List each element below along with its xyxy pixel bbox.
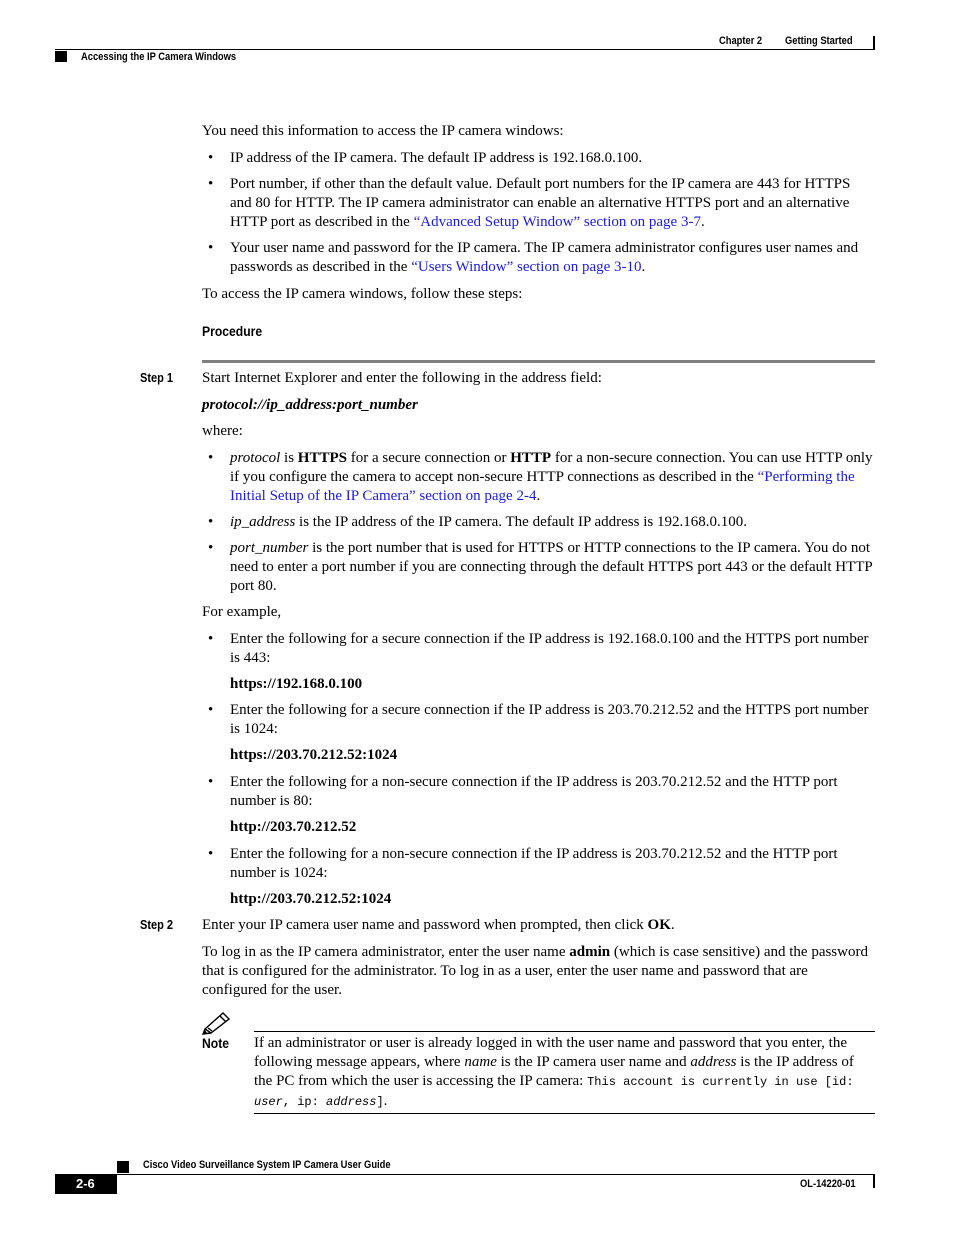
text: . [536, 488, 541, 504]
bullet-icon: • [208, 150, 214, 166]
bullet-icon: • [208, 450, 214, 466]
example-4-text: Enter the following for a non-secure connection if the IP address is 203.70.212.52 and the HTTP port number is 1024: [230, 846, 838, 881]
text: (which is case sensitive) and the password that is configured for the administrator. To log in as a user, enter the user name and password that are configured for the user. [202, 944, 868, 998]
code-text: This account is currently in use [id: [587, 1075, 854, 1089]
procedure-heading: Procedure [202, 324, 263, 339]
text: for a non-secure connection. You can use HTTP only if you configure the camera to accept non-secure HTTP connections as described in the [230, 450, 873, 485]
code-address: address [326, 1095, 377, 1109]
intro-bullet-1: IP address of the IP camera. The default IP address is 192.168.0.100. [230, 150, 643, 166]
bullet-text: Your user name and password for the IP camera. The IP camera administrator configures user names and passwords as described in the [230, 240, 859, 275]
intro-follow: To access the IP camera windows, follow these steps: [202, 286, 523, 302]
list-item [202, 239, 874, 277]
code-user: user [254, 1095, 283, 1109]
link-users-window[interactable]: “Users Window” section on page 3-10 [411, 259, 642, 275]
text: . [670, 917, 675, 933]
list-item [202, 539, 874, 596]
note-bottom-rule [254, 1113, 875, 1114]
example-2-url: https://203.70.212.52:1024 [230, 747, 398, 763]
footer-guide-title: Cisco Video Surveillance System IP Camera User Guide [143, 1159, 391, 1171]
term-port-number: port_number [230, 540, 309, 556]
term-ip-address: ip_address [230, 514, 296, 530]
step-1-syntax: protocol://ip_address:port_number [202, 397, 418, 413]
footer-vertical-bar [873, 1174, 875, 1188]
example-3-url: http://203.70.212.52 [230, 819, 357, 835]
bullet-icon: • [208, 774, 214, 790]
text: for a secure connection or [346, 450, 511, 466]
bullet-end: . [700, 214, 705, 230]
text: is the IP address of the IP camera. The default IP address is 192.168.0.100. [295, 514, 747, 530]
bullet-icon: • [208, 240, 214, 256]
footer-marker [117, 1161, 129, 1173]
bullet-icon: • [208, 514, 214, 530]
list-item [202, 175, 874, 232]
bullet-icon: • [208, 846, 214, 862]
footer-doc-number: OL-14220-01 [800, 1178, 856, 1190]
text: is [280, 450, 298, 466]
procedure-rule [202, 360, 875, 363]
term-https: HTTPS [297, 450, 347, 466]
list-item [202, 149, 874, 168]
term-ok: OK [647, 917, 671, 933]
text: To log in as the IP camera administrator, enter the user name [202, 944, 570, 960]
bullet-icon: • [208, 176, 214, 192]
step-1-bullet-protocol [230, 449, 874, 506]
term-address: address [690, 1054, 737, 1070]
term-http: HTTP [510, 450, 552, 466]
text: is the IP camera user name and [496, 1054, 691, 1070]
link-initial-setup[interactable]: “Performing the Initial Setup of the IP Camera” section on page 2-4 [230, 469, 855, 504]
header-vertical-bar [873, 36, 875, 50]
text: Enter your IP camera user name and password when prompted, then click [202, 917, 648, 933]
step-1-bullet-ip-address [230, 513, 874, 532]
step-1-where: where: [202, 423, 243, 439]
term-admin: admin [569, 944, 611, 960]
note-label: Note [202, 1036, 229, 1051]
bullet-icon: • [208, 540, 214, 556]
code-text: ] [376, 1095, 384, 1109]
bullet-text: Port number, if other than the default value. Default port numbers for the IP camera are 443 for HTTPS and 80 for HTTP. The IP camera administrator can enable an alternative HTTPS port and an alternative HTTP port as described in the [230, 176, 851, 230]
header-section-marker [55, 51, 67, 62]
bullet-end: . [641, 259, 646, 275]
note-top-rule [254, 1031, 875, 1032]
header-top-rule [55, 49, 875, 50]
header-section: Accessing the IP Camera Windows [81, 51, 237, 63]
intro-lead: You need this information to access the IP camera windows: [202, 123, 564, 139]
text: is the IP address of the PC from which the user is accessing the IP camera: [254, 1054, 854, 1089]
text: If an administrator or user is already logged in with the user name and password that you enter, the following message appears, where [254, 1035, 847, 1070]
term-name: name [464, 1054, 497, 1070]
footer-rule [117, 1174, 875, 1175]
step-2-text [202, 916, 874, 935]
header-chapter: Chapter 2 [719, 35, 763, 47]
bullet-icon: • [208, 702, 214, 718]
list-item [202, 449, 874, 506]
example-1-text: Enter the following for a secure connection if the IP address is 192.168.0.100 and the HTTPS port number is 443: [230, 631, 869, 666]
text: is the port number that is used for HTTPS or HTTP connections to the IP camera. You do not need to enter a port number if you are connecting through the default HTTPS port 443 or the default HTTP port 80. [230, 540, 873, 594]
example-2-text: Enter the following for a secure connection if the IP address is 203.70.212.52 and the HTTPS port number is 1024: [230, 702, 869, 737]
header-chapter-title: Getting Started [785, 35, 853, 47]
step-2-label: Step 2 [140, 918, 174, 932]
step-1-text: Start Internet Explorer and enter the following in the address field: [202, 370, 602, 386]
step-1-label: Step 1 [140, 371, 174, 385]
example-3-text: Enter the following for a non-secure connection if the IP address is 203.70.212.52 and the HTTP port number is 80: [230, 774, 838, 809]
list-item [202, 701, 874, 739]
intro-bullet-3 [230, 239, 874, 277]
text: . [383, 1093, 388, 1109]
code-text: , ip: [282, 1095, 327, 1109]
example-1-url: https://192.168.0.100 [230, 676, 363, 692]
list-item [202, 513, 874, 532]
list-item [202, 845, 874, 883]
example-lead: For example, [202, 604, 282, 620]
pencil-icon [201, 1009, 233, 1035]
example-4-url: http://203.70.212.52:1024 [230, 891, 392, 907]
term-protocol: protocol [230, 450, 281, 466]
step-2-paragraph [202, 943, 874, 1000]
footer-page-number: 2-6 [76, 1176, 95, 1191]
note-body [254, 1034, 875, 1112]
link-advanced-setup[interactable]: “Advanced Setup Window” section on page 3-7 [413, 214, 701, 230]
bullet-icon: • [208, 631, 214, 647]
intro-bullet-2 [230, 175, 874, 232]
step-1-bullet-port-number [230, 539, 874, 596]
list-item [202, 630, 874, 668]
list-item [202, 773, 874, 811]
